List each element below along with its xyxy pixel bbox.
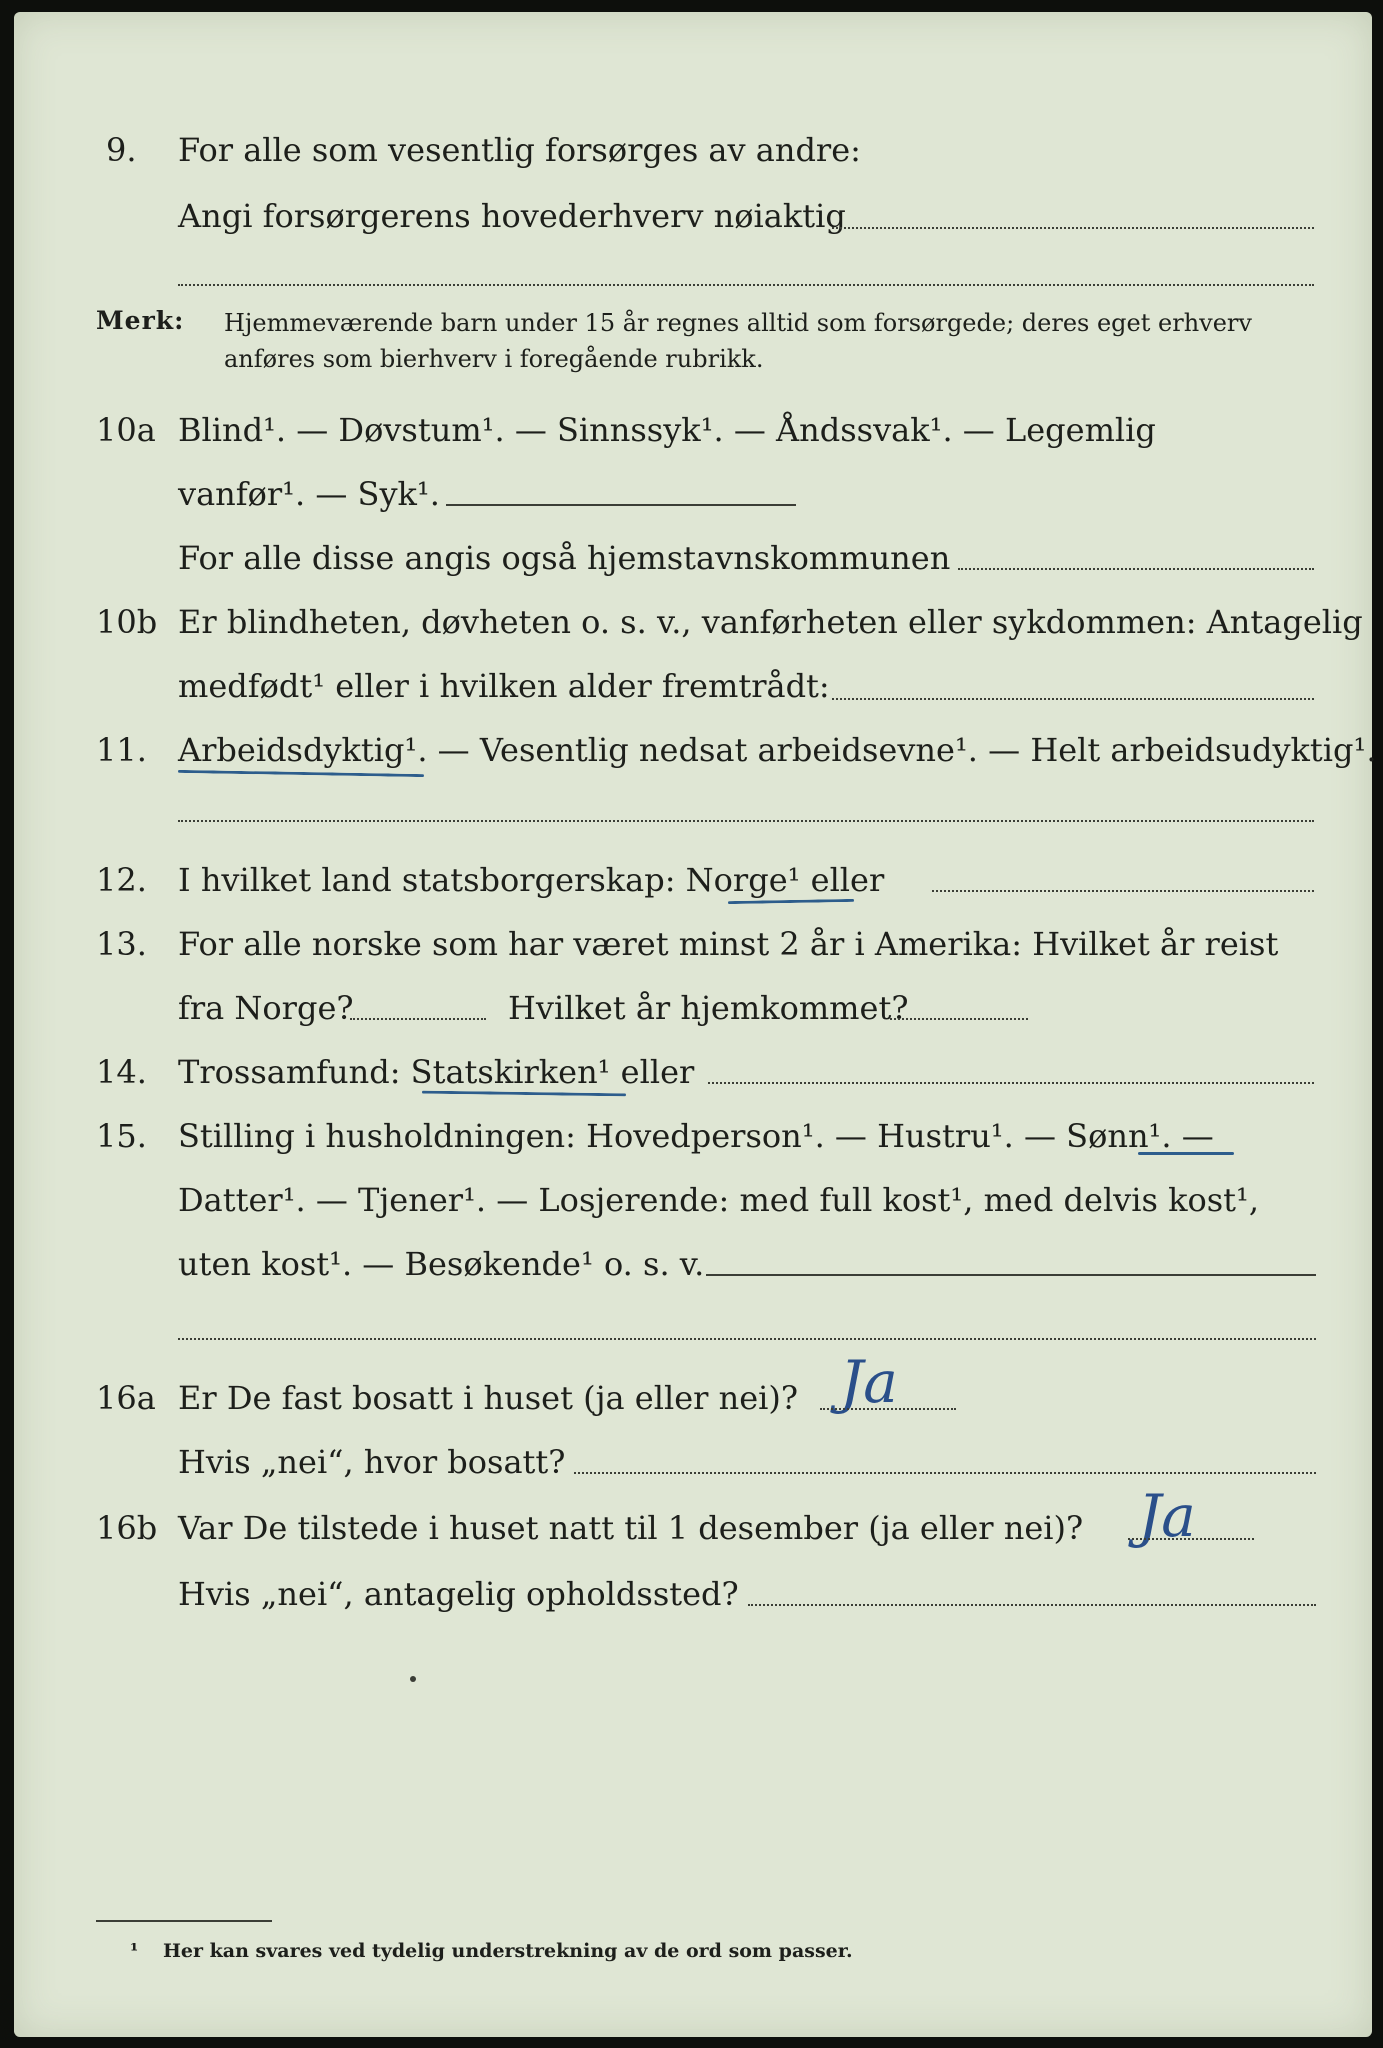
q14-number: 14. (96, 1053, 147, 1091)
merk-label: Merk: (96, 306, 185, 335)
footnote (130, 1940, 853, 1962)
q9-question: For alle som vesentlig forsørges av andre: (178, 131, 861, 169)
q9-answer-line[interactable] (832, 227, 1314, 229)
merk-text-line1: Hjemmeværende barn under 15 år regnes alltid som forsørgede; deres eget erhverv (224, 309, 1252, 337)
q13-hjemkommet-question: Hvilket år hjemkommet? (508, 989, 909, 1027)
q9-answer-line-2[interactable] (178, 284, 1314, 286)
q10a-number: 10a (96, 411, 156, 449)
q16a-bosatt-question: Hvis „nei“, hvor bosatt? (178, 1443, 566, 1481)
q13-number: 13. (96, 925, 147, 963)
q9-number: 9. (106, 131, 137, 169)
ink-speck (410, 1676, 416, 1682)
q15-answer-line[interactable] (706, 1274, 1316, 1276)
q11-number: 11. (96, 731, 147, 769)
q10a-hjemstavn-question: For alle disse angis også hjemstavnskommunen (178, 539, 951, 577)
q12-number: 12. (96, 861, 147, 899)
q13-question: For alle norske som har været minst 2 år i Amerika: Hvilket år reist (178, 925, 1279, 963)
q11-options: Arbeidsdyktig¹. — Vesentlig nedsat arbeidsevne¹. — Helt arbeidsudyktig¹. (178, 731, 1377, 769)
footnote-text: Her kan svares ved tydelig understrekning av de ord som passer. (162, 1940, 853, 1962)
q13-hjemkommet-answer-line[interactable] (890, 1018, 1028, 1020)
q16a-handwritten-answer: Ja (840, 1348, 898, 1416)
q15-answer-line-2[interactable] (178, 1338, 1316, 1340)
q16b-question: Var De tilstede i huset natt til 1 desember (ja eller nei)? (178, 1509, 1084, 1547)
q16a-bosatt-answer-line[interactable] (574, 1472, 1316, 1474)
q10b-question-2: medfødt¹ eller i hvilken alder fremtrådt: (178, 667, 830, 705)
q16b-answer-line[interactable] (1128, 1538, 1254, 1540)
q11-answer-line[interactable] (178, 820, 1314, 822)
q15-options-3: uten kost¹. — Besøkende¹ o. s. v. (178, 1245, 705, 1283)
q11-ink-underline (178, 770, 424, 777)
q16b-opholdssted-question: Hvis „nei“, antagelig opholdssted? (178, 1575, 739, 1613)
q10a-options: Blind¹. — Døvstum¹. — Sinnssyk¹. — Åndssvak¹. — Legemlig (178, 411, 1156, 449)
q15-ink-underline (1138, 1152, 1234, 1155)
merk-text-line2: anføres som bierhverv i foregående rubrikk. (224, 345, 764, 373)
q16a-question: Er De fast bosatt i huset (ja eller nei)? (178, 1379, 799, 1417)
q15-options-2: Datter¹. — Tjener¹. — Losjerende: med full kost¹, med delvis kost¹, (178, 1181, 1260, 1219)
footnote-rule (96, 1920, 272, 1922)
q15-options: Stilling i husholdningen: Hovedperson¹. — Hustru¹. — Sønn¹. — (178, 1117, 1214, 1155)
q13-reist-question: fra Norge? (178, 989, 354, 1027)
q15-number: 15. (96, 1117, 147, 1155)
q16b-opholdssted-answer-line[interactable] (748, 1604, 1316, 1606)
q10a-hjemstavn-answer-line[interactable] (958, 568, 1314, 570)
q14-answer-line[interactable] (708, 1082, 1314, 1084)
q10b-question: Er blindheten, døvheten o. s. v., vanførheten eller sykdommen: Antagelig (178, 603, 1363, 641)
q14-question: Trossamfund: Statskirken¹ eller (178, 1053, 695, 1091)
census-form-page (14, 12, 1377, 2037)
q10b-answer-line[interactable] (832, 698, 1314, 700)
q12-answer-line[interactable] (932, 890, 1314, 892)
footnote-mark: ¹ (130, 1940, 139, 1962)
q10a-options-2: vanfør¹. — Syk¹. (178, 475, 440, 513)
q16a-number: 16a (96, 1379, 156, 1417)
q16b-number: 16b (96, 1509, 158, 1547)
q10a-syk-answer-line[interactable] (446, 504, 796, 506)
q12-question: I hvilket land statsborgerskap: Norge¹ eller (178, 861, 885, 899)
q16b-handwritten-answer: Ja (1138, 1482, 1196, 1550)
q10b-number: 10b (96, 603, 158, 641)
q13-reist-answer-line[interactable] (350, 1018, 486, 1020)
q16a-answer-line[interactable] (820, 1408, 956, 1410)
q9-subquestion: Angi forsørgerens hovederhverv nøiaktig (178, 197, 846, 235)
